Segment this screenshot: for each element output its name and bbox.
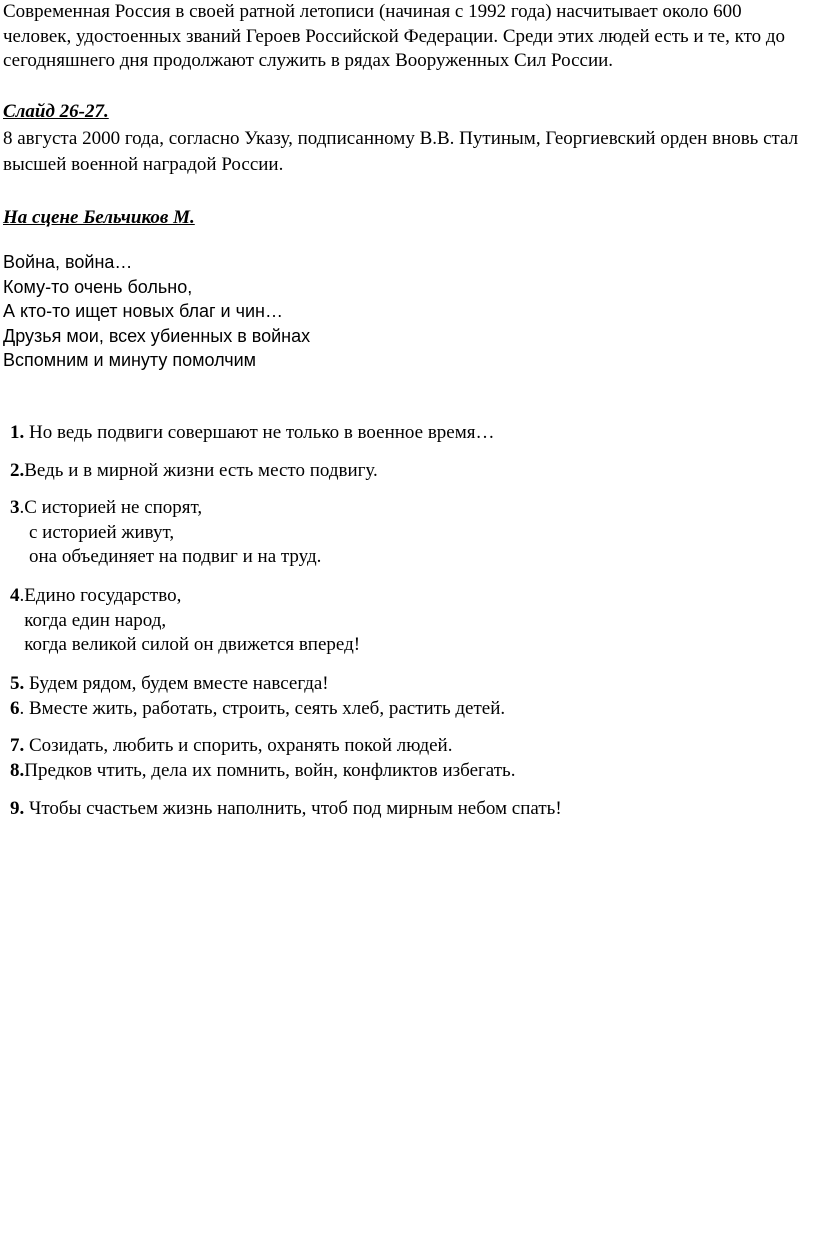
- item-text: Ведь и в мирной жизни есть место подвигу.: [24, 460, 378, 481]
- award-paragraph: 8 августа 2000 года, согласно Указу, подписанному В.В. Путиным, Георгиевский орден вновь стал высшей военной наградой России.: [3, 128, 799, 175]
- list-item-8: [10, 759, 515, 784]
- poem-line: Друзья мои, всех убиенных в войнах: [3, 325, 311, 346]
- item-number: 1.: [10, 422, 25, 443]
- list-item-1: [10, 421, 494, 446]
- item-text: . Вместе жить, работать, строить, сеять хлеб, растить детей.: [19, 698, 506, 719]
- item-number: 5.: [10, 673, 25, 694]
- poem-line: А кто-то ищет новых благ и чин…: [3, 301, 283, 321]
- item-number: 6: [10, 698, 20, 719]
- item-text: когда великой силой он движется вперед!: [10, 634, 361, 655]
- item-text: с историей живут,: [10, 521, 175, 543]
- item-number: 8.: [10, 760, 25, 781]
- list-item-4: [10, 584, 360, 658]
- item-text: Чтобы счастьем жизнь наполнить, чтоб под мирным небом спать!: [24, 798, 562, 819]
- item-text: Созидать, любить и спорить, охранять покой людей.: [24, 735, 453, 756]
- item-text: Будем рядом, будем вместе навсегда!: [24, 673, 329, 694]
- list-item-6: [10, 697, 505, 722]
- poem-line: Вспомним и минуту помолчим: [3, 350, 257, 370]
- list-item-9: [10, 797, 562, 822]
- item-number: 4: [10, 585, 20, 606]
- list-item-3: [10, 496, 321, 570]
- item-text: .Едино государство,: [19, 585, 182, 606]
- item-number: 3: [10, 497, 20, 518]
- poem-line: Кому-то очень больно,: [3, 276, 193, 297]
- item-text: когда един народ,: [10, 609, 167, 631]
- poem-line: Война, война…: [3, 252, 133, 272]
- item-number: 9.: [10, 798, 25, 819]
- item-text: Предков чтить, дела их помнить, войн, конфликтов избегать.: [24, 760, 516, 781]
- item-text: Но ведь подвиги совершают не только в военное время…: [24, 422, 495, 443]
- poem: [3, 250, 310, 373]
- stage-heading: На сцене Бельчиков М.: [3, 207, 195, 228]
- list-item-5: [10, 672, 329, 697]
- slide-heading: Слайд 26-27.: [3, 101, 109, 122]
- item-text: она объединяет на подвиг и на труд.: [10, 546, 322, 567]
- intro-paragraph: Современная Россия в своей ратной летописи (начиная с 1992 года) насчитывает около 600 человек, удостоенных званий Героев Российской Федерации. Среди этих людей есть и те, кто до сегодняшнего дня продолжают служить в рядах Вооруженных Сил России.: [3, 1, 786, 71]
- item-text: .С историей не спорят,: [19, 497, 203, 518]
- list-item-2: [10, 459, 378, 484]
- list-item-7: [10, 734, 452, 759]
- item-number: 7.: [10, 735, 25, 756]
- item-number: 2.: [10, 460, 25, 481]
